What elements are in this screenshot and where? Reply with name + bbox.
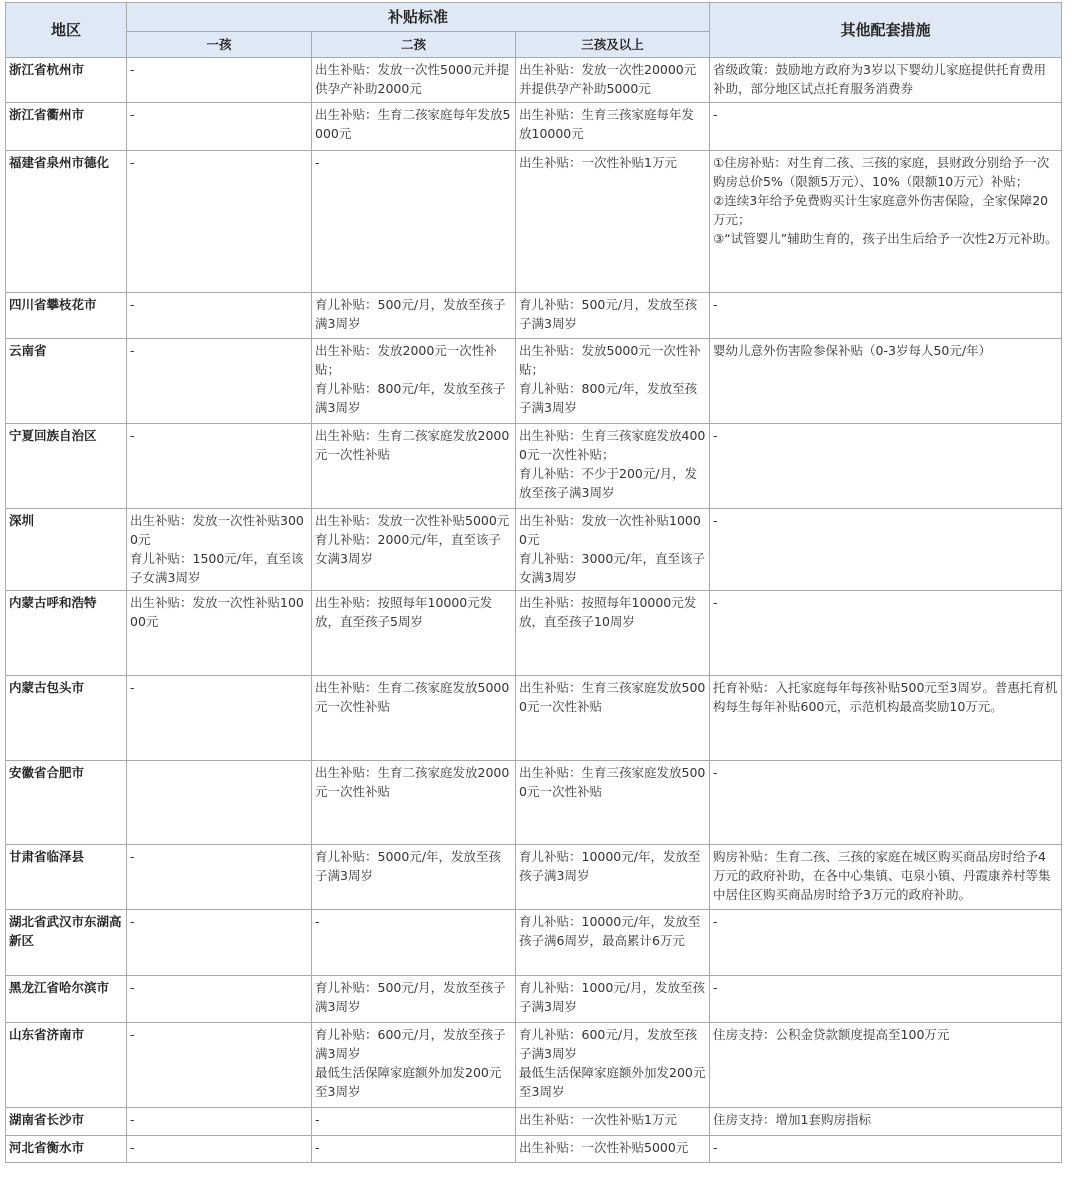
- other-measures-cell: 住房支持：增加1套购房指标: [710, 1108, 1062, 1136]
- first-child-cell: -: [127, 151, 312, 293]
- second-child-cell: 育儿补贴：600元/月，发放至孩子满3周岁 最低生活保障家庭额外加发200元至3周岁: [312, 1023, 516, 1108]
- second-child-cell: 育儿补贴：500元/月，发放至孩子满3周岁: [312, 976, 516, 1023]
- region-cell: 甘肃省临泽县: [6, 845, 127, 910]
- third-child-cell: 出生补贴：一次性补贴1万元: [516, 1108, 710, 1136]
- region-cell: 宁夏回族自治区: [6, 424, 127, 509]
- first-child-cell: -: [127, 1023, 312, 1108]
- other-measures-cell: -: [710, 1136, 1062, 1163]
- region-cell: 安徽省合肥市: [6, 761, 127, 845]
- header-first-child: 一孩: [127, 32, 312, 58]
- second-child-cell: 出生补贴：生育二孩家庭每年发放5000元: [312, 103, 516, 151]
- first-child-cell: -: [127, 424, 312, 509]
- header-third-child: 三孩及以上: [516, 32, 710, 58]
- first-child-cell: -: [127, 676, 312, 761]
- table-row: [6, 509, 1062, 591]
- region-cell: 深圳: [6, 509, 127, 591]
- first-child-cell: -: [127, 1108, 312, 1136]
- other-measures-cell: 购房补贴：生育二孩、三孩的家庭在城区购买商品房时给予4万元的政府补助，在各中心集镇、屯泉小镇、丹霞康养村等集中居住区购买商品房时给予3万元的政府补助。: [710, 845, 1062, 910]
- table-row: [6, 1108, 1062, 1136]
- third-child-cell: 出生补贴：发放一次性20000元并提供孕产补助5000元: [516, 58, 710, 103]
- third-child-cell: 出生补贴：发放一次性补贴10000元 育儿补贴：3000元/年，直至该子女满3周岁: [516, 509, 710, 591]
- second-child-cell: -: [312, 1136, 516, 1163]
- third-child-cell: 出生补贴：生育三孩家庭发放5000元一次性补贴: [516, 761, 710, 845]
- table-row: [6, 976, 1062, 1023]
- table-row: [6, 339, 1062, 424]
- region-cell: 内蒙古呼和浩特: [6, 591, 127, 676]
- third-child-cell: 出生补贴：一次性补贴1万元: [516, 151, 710, 293]
- subsidy-policy-table: [5, 2, 1062, 1163]
- first-child-cell: 出生补贴：发放一次性补贴3000元 育儿补贴：1500元/年，直至该子女满3周岁: [127, 509, 312, 591]
- third-child-cell: 育儿补贴：10000元/年，发放至孩子满3周岁: [516, 845, 710, 910]
- first-child-cell: -: [127, 339, 312, 424]
- first-child-cell: -: [127, 976, 312, 1023]
- table-row: [6, 1136, 1062, 1163]
- region-cell: 浙江省杭州市: [6, 58, 127, 103]
- other-measures-cell: -: [710, 910, 1062, 976]
- other-measures-cell: -: [710, 976, 1062, 1023]
- second-child-cell: 育儿补贴：500元/月，发放至孩子满3周岁: [312, 293, 516, 339]
- region-cell: 山东省济南市: [6, 1023, 127, 1108]
- third-child-cell: 出生补贴：发放5000元一次性补贴； 育儿补贴：800元/年，发放至孩子满3周岁: [516, 339, 710, 424]
- second-child-cell: -: [312, 910, 516, 976]
- header-subsidy-standard: 补贴标准: [127, 3, 710, 32]
- third-child-cell: 育儿补贴：1000元/月，发放至孩子满3周岁: [516, 976, 710, 1023]
- other-measures-cell: 住房支持：公积金贷款额度提高至100万元: [710, 1023, 1062, 1108]
- table-row: [6, 151, 1062, 293]
- third-child-cell: 育儿补贴：600元/月，发放至孩子满3周岁 最低生活保障家庭额外加发200元至3周岁: [516, 1023, 710, 1108]
- table-row: [6, 293, 1062, 339]
- other-measures-cell: -: [710, 761, 1062, 845]
- third-child-cell: 出生补贴：一次性补贴5000元: [516, 1136, 710, 1163]
- region-cell: 浙江省衢州市: [6, 103, 127, 151]
- second-child-cell: 出生补贴：发放一次性补贴5000元 育儿补贴：2000元/年，直至该子女满3周岁: [312, 509, 516, 591]
- third-child-cell: 育儿补贴：10000元/年，发放至孩子满6周岁，最高累计6万元: [516, 910, 710, 976]
- table-row: [6, 424, 1062, 509]
- table-row: [6, 910, 1062, 976]
- table-row: [6, 591, 1062, 676]
- header-second-child: 二孩: [312, 32, 516, 58]
- other-measures-cell: -: [710, 509, 1062, 591]
- region-cell: 云南省: [6, 339, 127, 424]
- other-measures-cell: -: [710, 591, 1062, 676]
- other-measures-cell: -: [710, 424, 1062, 509]
- table-row: [6, 676, 1062, 761]
- other-measures-cell: 婴幼儿意外伤害险参保补贴（0-3岁每人50元/年）: [710, 339, 1062, 424]
- table-row: [6, 103, 1062, 151]
- table-row: [6, 58, 1062, 103]
- first-child-cell: -: [127, 293, 312, 339]
- second-child-cell: -: [312, 151, 516, 293]
- second-child-cell: 出生补贴：发放2000元一次性补贴； 育儿补贴：800元/年，发放至孩子满3周岁: [312, 339, 516, 424]
- first-child-cell: -: [127, 1136, 312, 1163]
- other-measures-cell: 托育补贴：入托家庭每年每孩补贴500元至3周岁。普惠托育机构每生每年补贴600元，示范机构最高奖励10万元。: [710, 676, 1062, 761]
- second-child-cell: 出生补贴：生育二孩家庭发放2000元一次性补贴: [312, 761, 516, 845]
- first-child-cell: 出生补贴：发放一次性补贴10000元: [127, 591, 312, 676]
- second-child-cell: 出生补贴：按照每年10000元发放，直至孩子5周岁: [312, 591, 516, 676]
- other-measures-cell: -: [710, 293, 1062, 339]
- other-measures-cell: ①住房补贴：对生育二孩、三孩的家庭，县财政分别给予一次购房总价5%（限额5万元）、10%（限额10万元）补贴； ②连续3年给予免费购买计生家庭意外伤害保险，全家保障20万元； ③“试管婴儿”辅助生育的，孩子出生后给予一次性2万元补助。: [710, 151, 1062, 293]
- table-row: [6, 761, 1062, 845]
- region-cell: 河北省衡水市: [6, 1136, 127, 1163]
- region-cell: 黑龙江省哈尔滨市: [6, 976, 127, 1023]
- other-measures-cell: 省级政策：鼓励地方政府为3岁以下婴幼儿家庭提供托育费用补助，部分地区试点托育服务消费券: [710, 58, 1062, 103]
- third-child-cell: 出生补贴：按照每年10000元发放，直至孩子10周岁: [516, 591, 710, 676]
- third-child-cell: 出生补贴：生育三孩家庭发放5000元一次性补贴: [516, 676, 710, 761]
- region-cell: 内蒙古包头市: [6, 676, 127, 761]
- first-child-cell: -: [127, 910, 312, 976]
- region-cell: 湖北省武汉市东湖高新区: [6, 910, 127, 976]
- first-child-cell: -: [127, 103, 312, 151]
- third-child-cell: 出生补贴：生育三孩家庭发放4000元一次性补贴； 育儿补贴：不少于200元/月，发放至孩子满3周岁: [516, 424, 710, 509]
- header-region: 地区: [6, 3, 127, 58]
- first-child-cell: [127, 761, 312, 845]
- second-child-cell: 出生补贴：生育二孩家庭发放2000元一次性补贴: [312, 424, 516, 509]
- table-row: [6, 1023, 1062, 1108]
- region-cell: 四川省攀枝花市: [6, 293, 127, 339]
- second-child-cell: 出生补贴：发放一次性5000元并提供孕产补助2000元: [312, 58, 516, 103]
- second-child-cell: 育儿补贴：5000元/年，发放至孩子满3周岁: [312, 845, 516, 910]
- third-child-cell: 出生补贴：生育三孩家庭每年发放10000元: [516, 103, 710, 151]
- header-other-measures: 其他配套措施: [710, 3, 1062, 58]
- region-cell: 湖南省长沙市: [6, 1108, 127, 1136]
- table-row: [6, 845, 1062, 910]
- second-child-cell: -: [312, 1108, 516, 1136]
- region-cell: 福建省泉州市德化: [6, 151, 127, 293]
- first-child-cell: -: [127, 845, 312, 910]
- second-child-cell: 出生补贴：生育二孩家庭发放5000元一次性补贴: [312, 676, 516, 761]
- third-child-cell: 育儿补贴：500元/月，发放至孩子满3周岁: [516, 293, 710, 339]
- other-measures-cell: -: [710, 103, 1062, 151]
- first-child-cell: -: [127, 58, 312, 103]
